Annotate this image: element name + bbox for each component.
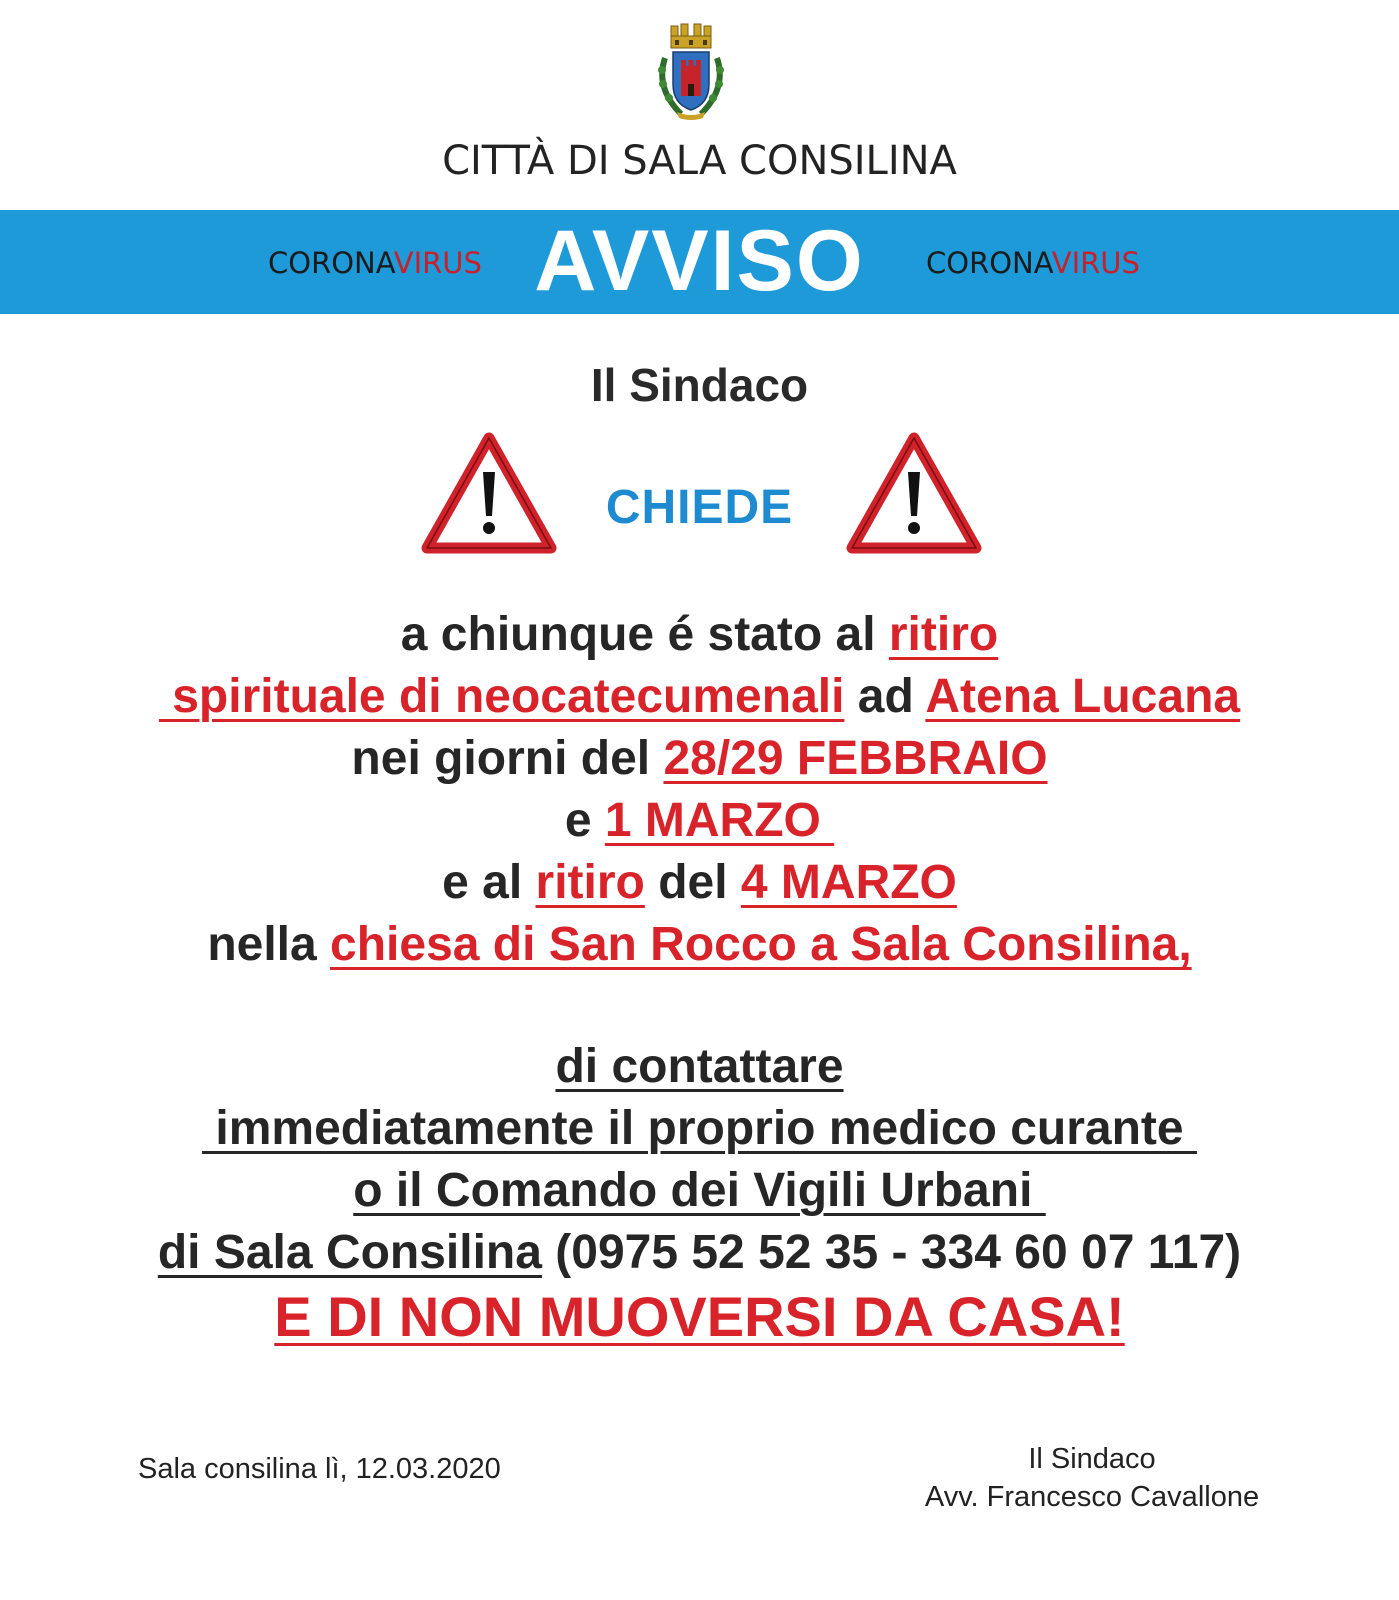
contact-line: di Sala Consilina (0975 52 52 35 - 334 60 07 117) [157, 1226, 1242, 1279]
chiede-heading: CHIEDE [605, 481, 794, 534]
phone-numbers: (0975 52 52 35 - 334 60 07 117) [541, 1226, 1242, 1279]
notice-date: Sala consilina lì, 12.03.2020 [138, 1453, 501, 1485]
avviso-title: AVVISO [534, 213, 865, 309]
notice-line: nei giorni del 28/29 FEBBRAIO [351, 732, 1048, 785]
shield-icon [673, 52, 709, 110]
notice-line: nella chiesa di San Rocco a Sala Consilina, [207, 918, 1192, 971]
signature-name: Avv. Francesco Cavallone [924, 1481, 1260, 1513]
stay-home-warning: E DI NON MUOVERSI DA CASA! [274, 1285, 1125, 1348]
notice-line: o il Comando dei Vigili Urbani [353, 1164, 1046, 1217]
notice-line: e 1 MARZO [564, 794, 835, 847]
warning-sign-icon [846, 432, 982, 554]
notice-line: e al ritiro del 4 MARZO [442, 856, 957, 909]
coronavirus-label-right: CORONAVIRUS [926, 246, 1140, 280]
signature-block [900, 1440, 1284, 1516]
crown-icon [671, 24, 711, 48]
notice-line: immediatamente il proprio medico curante [202, 1102, 1197, 1155]
city-name-heading: CITTÀ DI SALA CONSILINA [442, 138, 957, 184]
notice-author: Il Sindaco [590, 359, 809, 411]
signature-title: Il Sindaco [1028, 1443, 1156, 1475]
notice-line: spirituale di neocatecumenali ad Atena Lucana [158, 670, 1241, 723]
notice-line: a chiunque é stato al ritiro [400, 608, 999, 661]
notice-line: di contattare [555, 1040, 844, 1093]
city-crest-emblem [651, 18, 731, 122]
avviso-banner [0, 210, 1399, 314]
coronavirus-label-left: CORONAVIRUS [268, 246, 482, 280]
notice-body [0, 604, 1399, 1350]
